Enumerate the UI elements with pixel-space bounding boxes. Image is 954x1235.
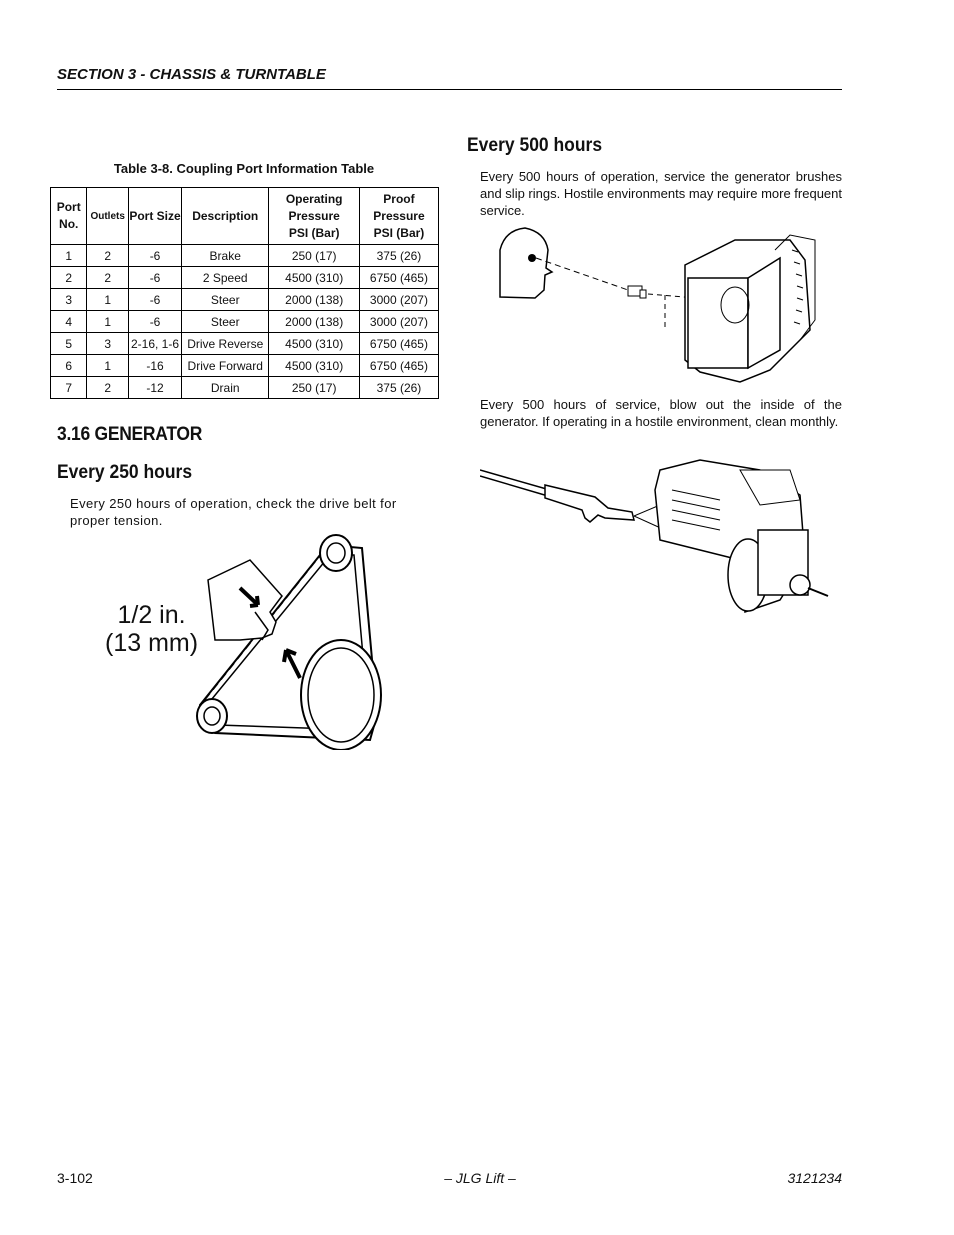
table-cell: 3	[87, 333, 129, 355]
col-header-description: Description	[182, 188, 269, 245]
generator-brushes-illustration	[480, 225, 830, 385]
every-500-text-blowout: Every 500 hours of service, blow out the inside of the generator. If operating in a hostile environment, clean monthly.	[480, 397, 842, 429]
table-cell: 250 (17)	[269, 377, 359, 399]
table-row	[51, 245, 439, 267]
page-number: 3-102	[57, 1170, 93, 1186]
table-row	[51, 377, 439, 399]
table-cell: -6	[129, 267, 182, 289]
col-header-port-size: Port Size	[129, 188, 182, 245]
table-cell: Steer	[182, 311, 269, 333]
table-cell: 3000 (207)	[359, 311, 438, 333]
belt-tension-illustration	[190, 530, 390, 750]
every-250-heading: Every 250 hours	[57, 462, 193, 483]
table-cell: -16	[129, 355, 182, 377]
generator-heading: 3.16 GENERATOR	[57, 424, 203, 445]
every-250-text: Every 250 hours of operation, check the drive belt for proper tension.	[70, 496, 397, 528]
table-cell: 6750 (465)	[359, 267, 438, 289]
table-row	[51, 311, 439, 333]
table-cell: 6750 (465)	[359, 355, 438, 377]
every-500-heading: Every 500 hours	[467, 135, 603, 156]
table-cell: -6	[129, 311, 182, 333]
table-cell: 2000 (138)	[269, 289, 359, 311]
table-cell: Steer	[182, 289, 269, 311]
table-cell: 2	[87, 267, 129, 289]
table-header-row	[51, 188, 439, 245]
belt-deflection-label: 1/2 in. (13 mm)	[105, 601, 199, 657]
table-cell: 2	[87, 245, 129, 267]
table-row	[51, 289, 439, 311]
table-cell: 2	[87, 377, 129, 399]
table-caption: Table 3-8. Coupling Port Information Table	[113, 161, 375, 176]
table-cell: Drain	[182, 377, 269, 399]
table-cell: 1	[87, 311, 129, 333]
table-cell: 2-16, 1-6	[129, 333, 182, 355]
table-cell: Drive Forward	[182, 355, 269, 377]
table-cell: 375 (26)	[359, 245, 438, 267]
table-cell: 1	[87, 355, 129, 377]
col-header-port: Port No.	[51, 188, 87, 245]
table-cell: 375 (26)	[359, 377, 438, 399]
table-cell: 6750 (465)	[359, 333, 438, 355]
table-cell: -6	[129, 289, 182, 311]
table-row	[51, 267, 439, 289]
table-cell: 1	[87, 289, 129, 311]
table-cell: Brake	[182, 245, 269, 267]
table-cell: 4	[51, 311, 87, 333]
header-rule	[57, 89, 842, 90]
table-cell: 7	[51, 377, 87, 399]
footer-brand: – JLG Lift –	[444, 1170, 516, 1186]
table-cell: 4500 (310)	[269, 355, 359, 377]
table-row	[51, 355, 439, 377]
every-500-text-brushes: Every 500 hours of operation, service the generator brushes and slip rings. Hostile environments may require more frequent service.	[480, 169, 843, 218]
table-cell: 2 Speed	[182, 267, 269, 289]
table-cell: 6	[51, 355, 87, 377]
table-cell: 1	[51, 245, 87, 267]
table-cell: Drive Reverse	[182, 333, 269, 355]
table-cell: 250 (17)	[269, 245, 359, 267]
table-cell: 4500 (310)	[269, 333, 359, 355]
col-header-operating-pressure: Operating Pressure PSI (Bar)	[269, 188, 359, 245]
table-cell: -12	[129, 377, 182, 399]
table-cell: -6	[129, 245, 182, 267]
table-row	[51, 333, 439, 355]
generator-blowout-illustration	[480, 450, 830, 620]
table-cell: 2000 (138)	[269, 311, 359, 333]
col-header-outlets: Outlets	[87, 188, 129, 245]
section-header: SECTION 3 - CHASSIS & TURNTABLE	[57, 66, 326, 83]
col-header-proof-pressure: Proof Pressure PSI (Bar)	[359, 188, 438, 245]
table-cell: 4500 (310)	[269, 267, 359, 289]
coupling-port-table	[50, 187, 439, 399]
table-cell: 5	[51, 333, 87, 355]
table-cell: 3000 (207)	[359, 289, 438, 311]
table-cell: 2	[51, 267, 87, 289]
document-number: 3121234	[787, 1170, 842, 1186]
table-cell: 3	[51, 289, 87, 311]
